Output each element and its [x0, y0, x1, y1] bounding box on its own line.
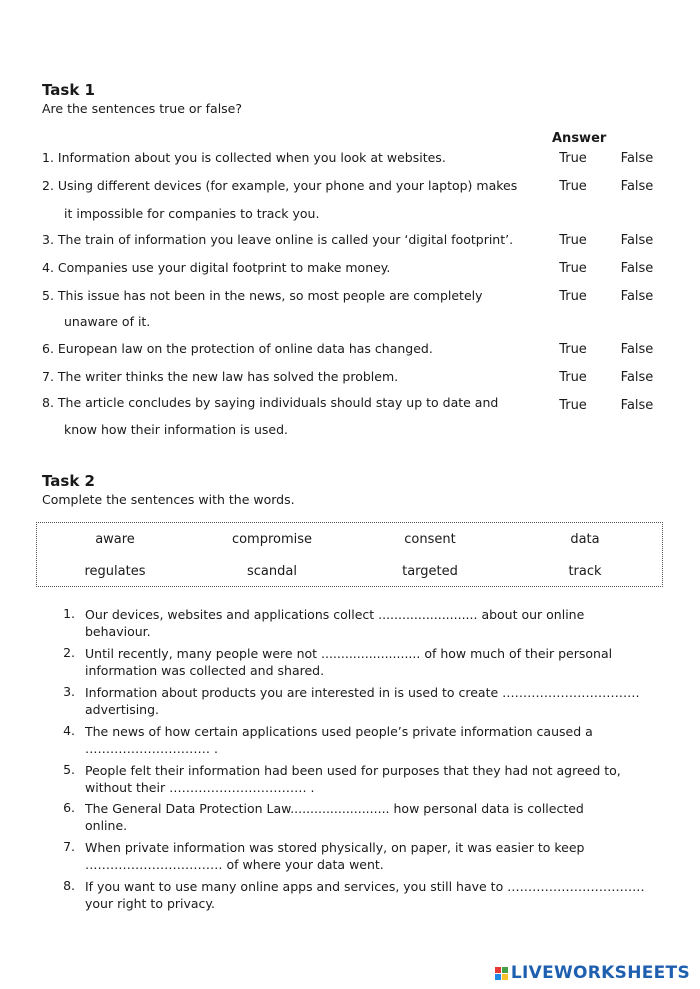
- t1-item-5: 5. This issue has not been in the news, so most people are completely: [42, 288, 483, 303]
- t2-item-5: [85, 762, 645, 796]
- t1-true-8[interactable]: True: [559, 398, 587, 413]
- t2-item-8: [85, 878, 645, 912]
- task2-title: Task 2: [42, 472, 95, 490]
- word-consent: consent: [404, 532, 456, 547]
- t1-true-2[interactable]: True: [559, 179, 587, 194]
- t2-item-6-line2: online.: [85, 818, 128, 833]
- answer-header: Answer: [552, 131, 607, 146]
- t1-false-7[interactable]: False: [620, 370, 654, 385]
- t2-num-4: 4.: [63, 723, 75, 738]
- t1-false-2[interactable]: False: [620, 179, 654, 194]
- t2-item-6-line1: The General Data Protection Law......................... how personal data is collected: [85, 801, 584, 816]
- t2-num-6: 6.: [63, 800, 75, 815]
- t1-false-6[interactable]: False: [620, 342, 654, 357]
- t2-item-3-line2: advertising.: [85, 702, 160, 717]
- t1-item-5-cont: unaware of it.: [64, 314, 151, 329]
- t2-item-1-line1: Our devices, websites and applications collect ......................... about our online: [85, 607, 585, 622]
- t1-item-4: 4. Companies use your digital footprint to make money.: [42, 260, 391, 275]
- t1-item-3: 3. The train of information you leave online is called your ‘digital footprint’.: [42, 232, 514, 247]
- t1-false-4[interactable]: False: [620, 261, 654, 276]
- t2-num-3: 3.: [63, 684, 75, 699]
- t1-item-2: 2. Using different devices (for example, your phone and your laptop) makes: [42, 178, 518, 193]
- t2-num-7: 7.: [63, 839, 75, 854]
- t2-item-4: [85, 723, 645, 757]
- t1-true-3[interactable]: True: [559, 233, 587, 248]
- word-compromise: compromise: [231, 532, 313, 547]
- t2-item-1: [85, 606, 645, 640]
- t2-num-2: 2.: [63, 645, 75, 660]
- t2-item-2-line2: information was collected and shared.: [85, 663, 325, 678]
- word-data: data: [570, 532, 600, 547]
- t2-item-3-line1: Information about products you are interested in is used to create ……………………………: [85, 685, 640, 700]
- t1-true-1[interactable]: True: [559, 151, 587, 166]
- t2-item-3: [85, 684, 645, 718]
- t1-item-8: 8. The article concludes by saying individuals should stay up to date and: [42, 395, 499, 410]
- liveworksheets-mark-icon: [495, 967, 508, 980]
- t2-num-1: 1.: [63, 606, 75, 621]
- task2-instruction: Complete the sentences with the words.: [42, 492, 295, 507]
- t2-num-5: 5.: [63, 762, 75, 777]
- t2-item-8-line1: If you want to use many online apps and services, you still have to ……………………………: [85, 879, 645, 894]
- t1-false-1[interactable]: False: [620, 151, 654, 166]
- t2-item-2-line1: Until recently, many people were not ......................... of how much of their personal: [85, 646, 613, 661]
- liveworksheets-logo: [495, 963, 690, 983]
- t2-item-5-line2: without their …………………………… .: [85, 780, 315, 795]
- t1-true-4[interactable]: True: [559, 261, 587, 276]
- word-regulates: regulates: [84, 564, 146, 579]
- t1-item-8-cont: know how their information is used.: [64, 422, 288, 437]
- logo-text: LIVEWORKSHEETS: [510, 963, 690, 983]
- logo-square-yellow: [502, 974, 508, 980]
- t1-false-3[interactable]: False: [620, 233, 654, 248]
- t2-item-7-line2: …………………………… of where your data went.: [85, 857, 384, 872]
- t2-item-1-line2: behaviour.: [85, 624, 151, 639]
- t1-false-8[interactable]: False: [620, 398, 654, 413]
- t1-true-7[interactable]: True: [559, 370, 587, 385]
- word-aware: aware: [95, 532, 135, 547]
- logo-square-blue: [495, 974, 501, 980]
- t1-item-7: 7. The writer thinks the new law has solved the problem.: [42, 369, 399, 384]
- t2-item-8-line2: your right to privacy.: [85, 896, 216, 911]
- t2-item-7: [85, 839, 645, 873]
- t1-item-6: 6. European law on the protection of online data has changed.: [42, 341, 433, 356]
- t2-num-8: 8.: [63, 878, 75, 893]
- t1-false-5[interactable]: False: [620, 289, 654, 304]
- task1-instruction: Are the sentences true or false?: [42, 101, 243, 116]
- word-targeted: targeted: [402, 564, 458, 579]
- logo-square-red: [495, 967, 501, 973]
- t2-item-7-line1: When private information was stored physically, on paper, it was easier to keep: [85, 840, 585, 855]
- word-track: track: [568, 564, 602, 579]
- t1-true-6[interactable]: True: [559, 342, 587, 357]
- t2-item-4-line1: The news of how certain applications used people’s private information caused a: [85, 724, 593, 739]
- t2-item-4-line2: ………………………… .: [85, 741, 218, 756]
- t2-item-6: [85, 800, 645, 834]
- task1-title: Task 1: [42, 81, 95, 99]
- word-scandal: scandal: [247, 564, 297, 579]
- t2-item-5-line1: People felt their information had been used for purposes that they had not agreed to,: [85, 763, 621, 778]
- t2-item-2: [85, 645, 645, 679]
- logo-square-green: [502, 967, 508, 973]
- t1-item-1: 1. Information about you is collected when you look at websites.: [42, 150, 446, 165]
- t1-true-5[interactable]: True: [559, 289, 587, 304]
- t1-item-2-cont: it impossible for companies to track you.: [64, 206, 320, 221]
